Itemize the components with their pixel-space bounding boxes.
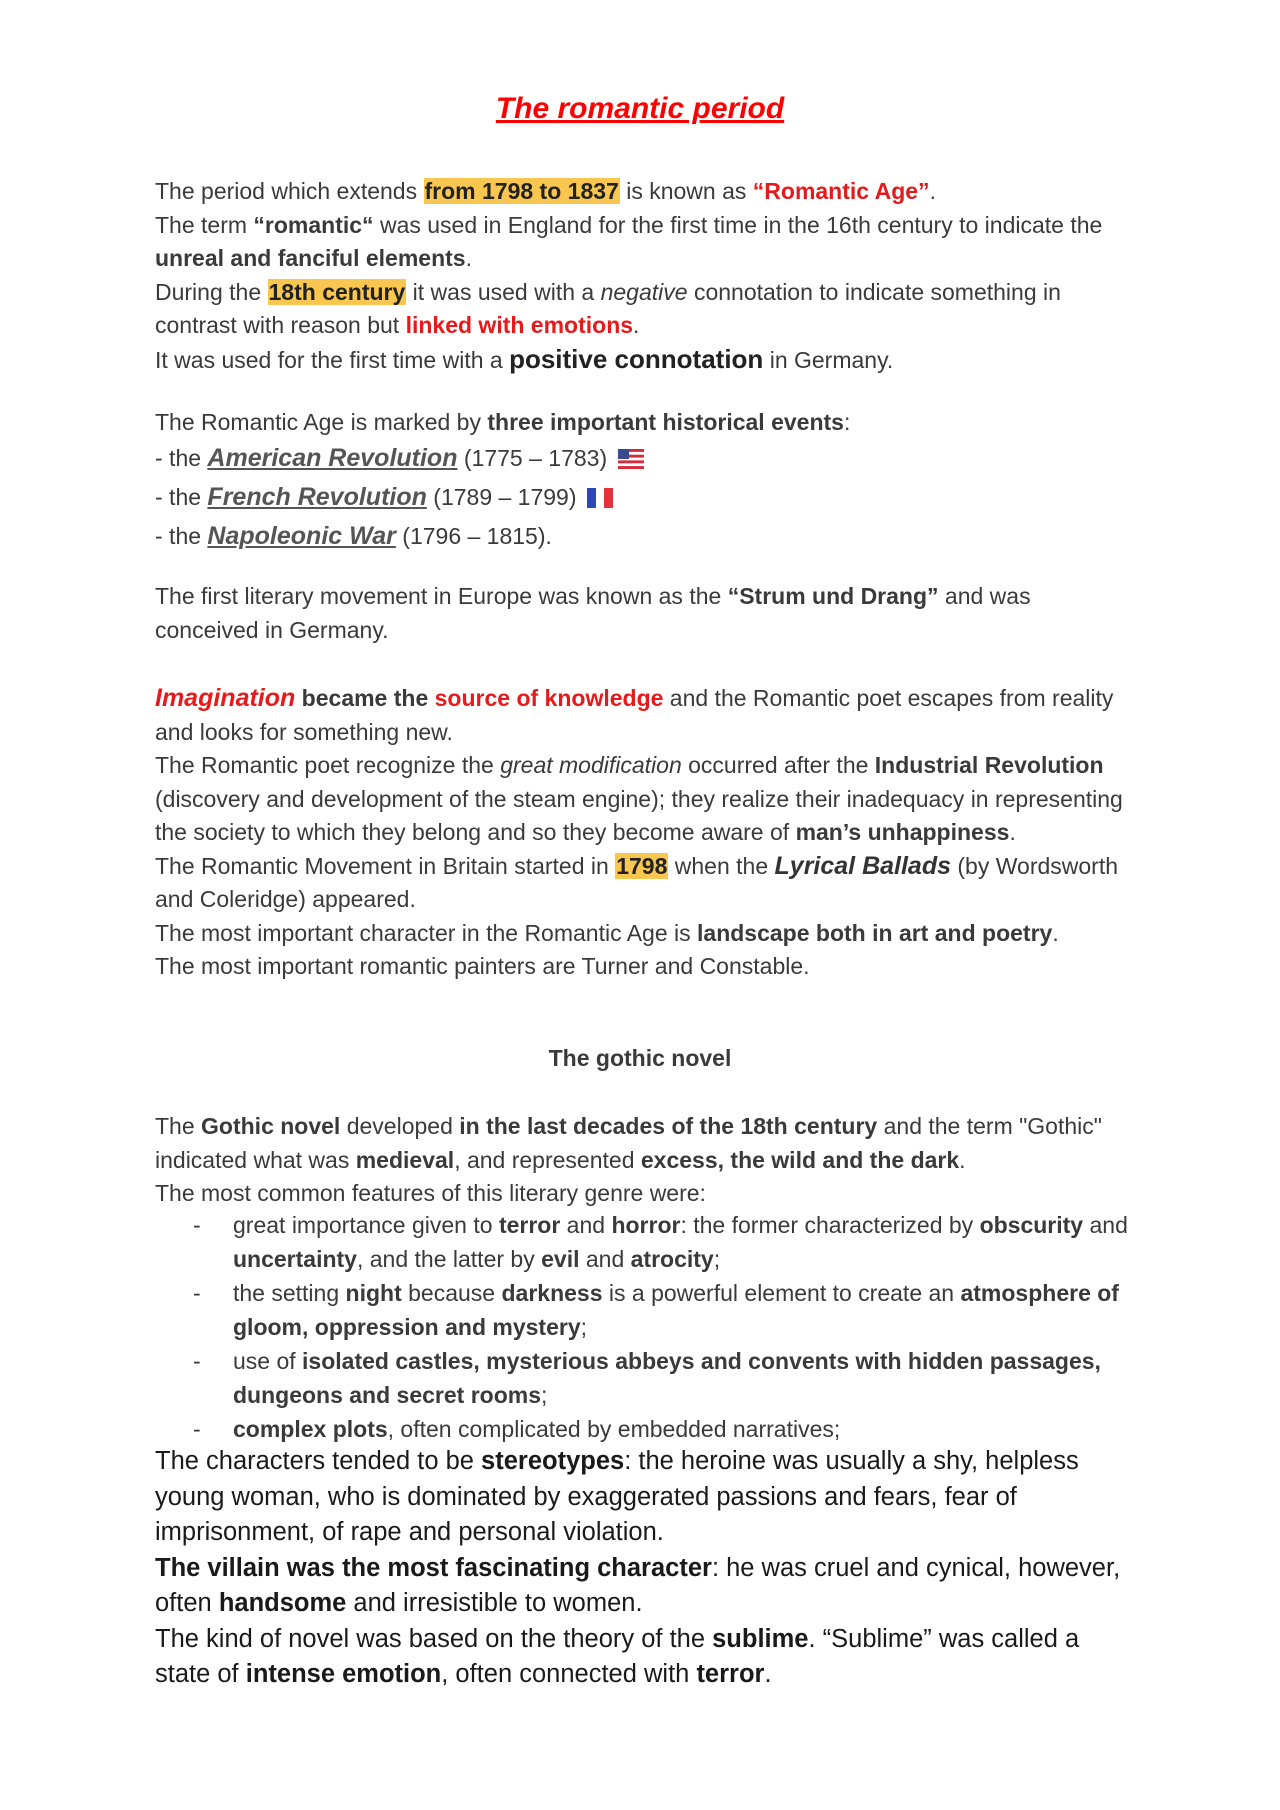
characters-section xyxy=(155,1444,1140,1693)
paragraph: The Romantic Movement in Britain started in 1798 when the Lyrical Ballads (by Wordsworth and Coleridge) appeared. xyxy=(155,851,1119,912)
events-section xyxy=(155,406,1140,554)
paragraph: Imagination became the source of knowledge and the Romantic poet escapes from reality and looks for something new. xyxy=(155,684,1114,745)
paragraph: The most important romantic painters are Turner and Constable. xyxy=(155,953,810,979)
paragraph: The term “romantic“ was used in England for the first time in the 16th century to indicate the unreal and fanciful elements. xyxy=(155,211,1103,271)
paragraph: The most important character in the Romantic Age is landscape both in art and poetry. xyxy=(155,919,1059,946)
list-item: - great importance given to terror and horror: the former characterized by obscurity and uncertainty, and the latter by evil and atrocity; xyxy=(193,1212,1128,1272)
sturm-section xyxy=(155,580,1140,647)
list-item: - the American Revolution (1775 – 1783) xyxy=(155,440,1140,479)
features-list xyxy=(155,1208,1140,1446)
france-flag-icon xyxy=(587,482,613,518)
list-item: - complex plots, often complicated by embedded narratives; xyxy=(193,1416,841,1442)
page-title: The romantic period xyxy=(495,92,785,125)
paragraph: The characters tended to be stereotypes: the heroine was usually a shy, helpless young woman, who is dominated by exaggerated passions and fears, fear of imprisonment, of rape and personal violation. xyxy=(155,1447,1079,1546)
us-flag-icon xyxy=(618,443,644,479)
imagination-section xyxy=(155,682,1140,984)
link-napoleonic-war[interactable]: Napoleonic War xyxy=(207,521,396,550)
paragraph: The period which extends from 1798 to 1837 is known as “Romantic Age”. xyxy=(155,178,936,204)
paragraph: The most common features of this literary genre were: xyxy=(155,1180,706,1206)
paragraph: It was used for the first time with a positive connotation in Germany. xyxy=(155,343,894,374)
section-heading: The gothic novel xyxy=(548,1045,732,1071)
link-french-revolution[interactable]: French Revolution xyxy=(207,482,427,511)
link-american-revolution[interactable]: American Revolution xyxy=(207,443,458,472)
intro-section xyxy=(155,175,1140,377)
paragraph: The Romantic poet recognize the great modification occurred after the Industrial Revolution (discovery and development of the steam engine); they realize their inadequacy in representing the society to which they belong and so they become aware of man’s unhappiness. xyxy=(155,752,1123,845)
list-item: - the French Revolution (1789 – 1799) xyxy=(155,479,1140,518)
list-item: - use of isolated castles, mysterious abbeys and convents with hidden passages, dungeons and secret rooms; xyxy=(193,1348,1101,1408)
paragraph: The kind of novel was based on the theory of the sublime. “Sublime” was called a state of intense emotion, often connected with terror. xyxy=(155,1624,1080,1688)
list-item: - the setting night because darkness is a powerful element to create an atmosphere of gloom, oppression and mystery; xyxy=(193,1280,1119,1340)
paragraph: The Gothic novel developed in the last decades of the 18th century and the term "Gothic" indicated what was medieval, and represented excess, the wild and the dark. xyxy=(155,1113,1102,1173)
paragraph: The Romantic Age is marked by three important historical events: xyxy=(155,409,851,435)
paragraph: The first literary movement in Europe was known as the “Strum und Drang” and was conceived in Germany. xyxy=(155,583,1031,643)
paragraph: During the 18th century it was used with a negative connotation to indicate something in contrast with reason but linked with emotions. xyxy=(155,278,1061,338)
paragraph: The villain was the most fascinating character: he was cruel and cynical, however, often handsome and irresistible to women. xyxy=(155,1553,1121,1617)
list-item: - the Napoleonic War (1796 – 1815). xyxy=(155,521,552,550)
gothic-section xyxy=(155,1110,1140,1211)
